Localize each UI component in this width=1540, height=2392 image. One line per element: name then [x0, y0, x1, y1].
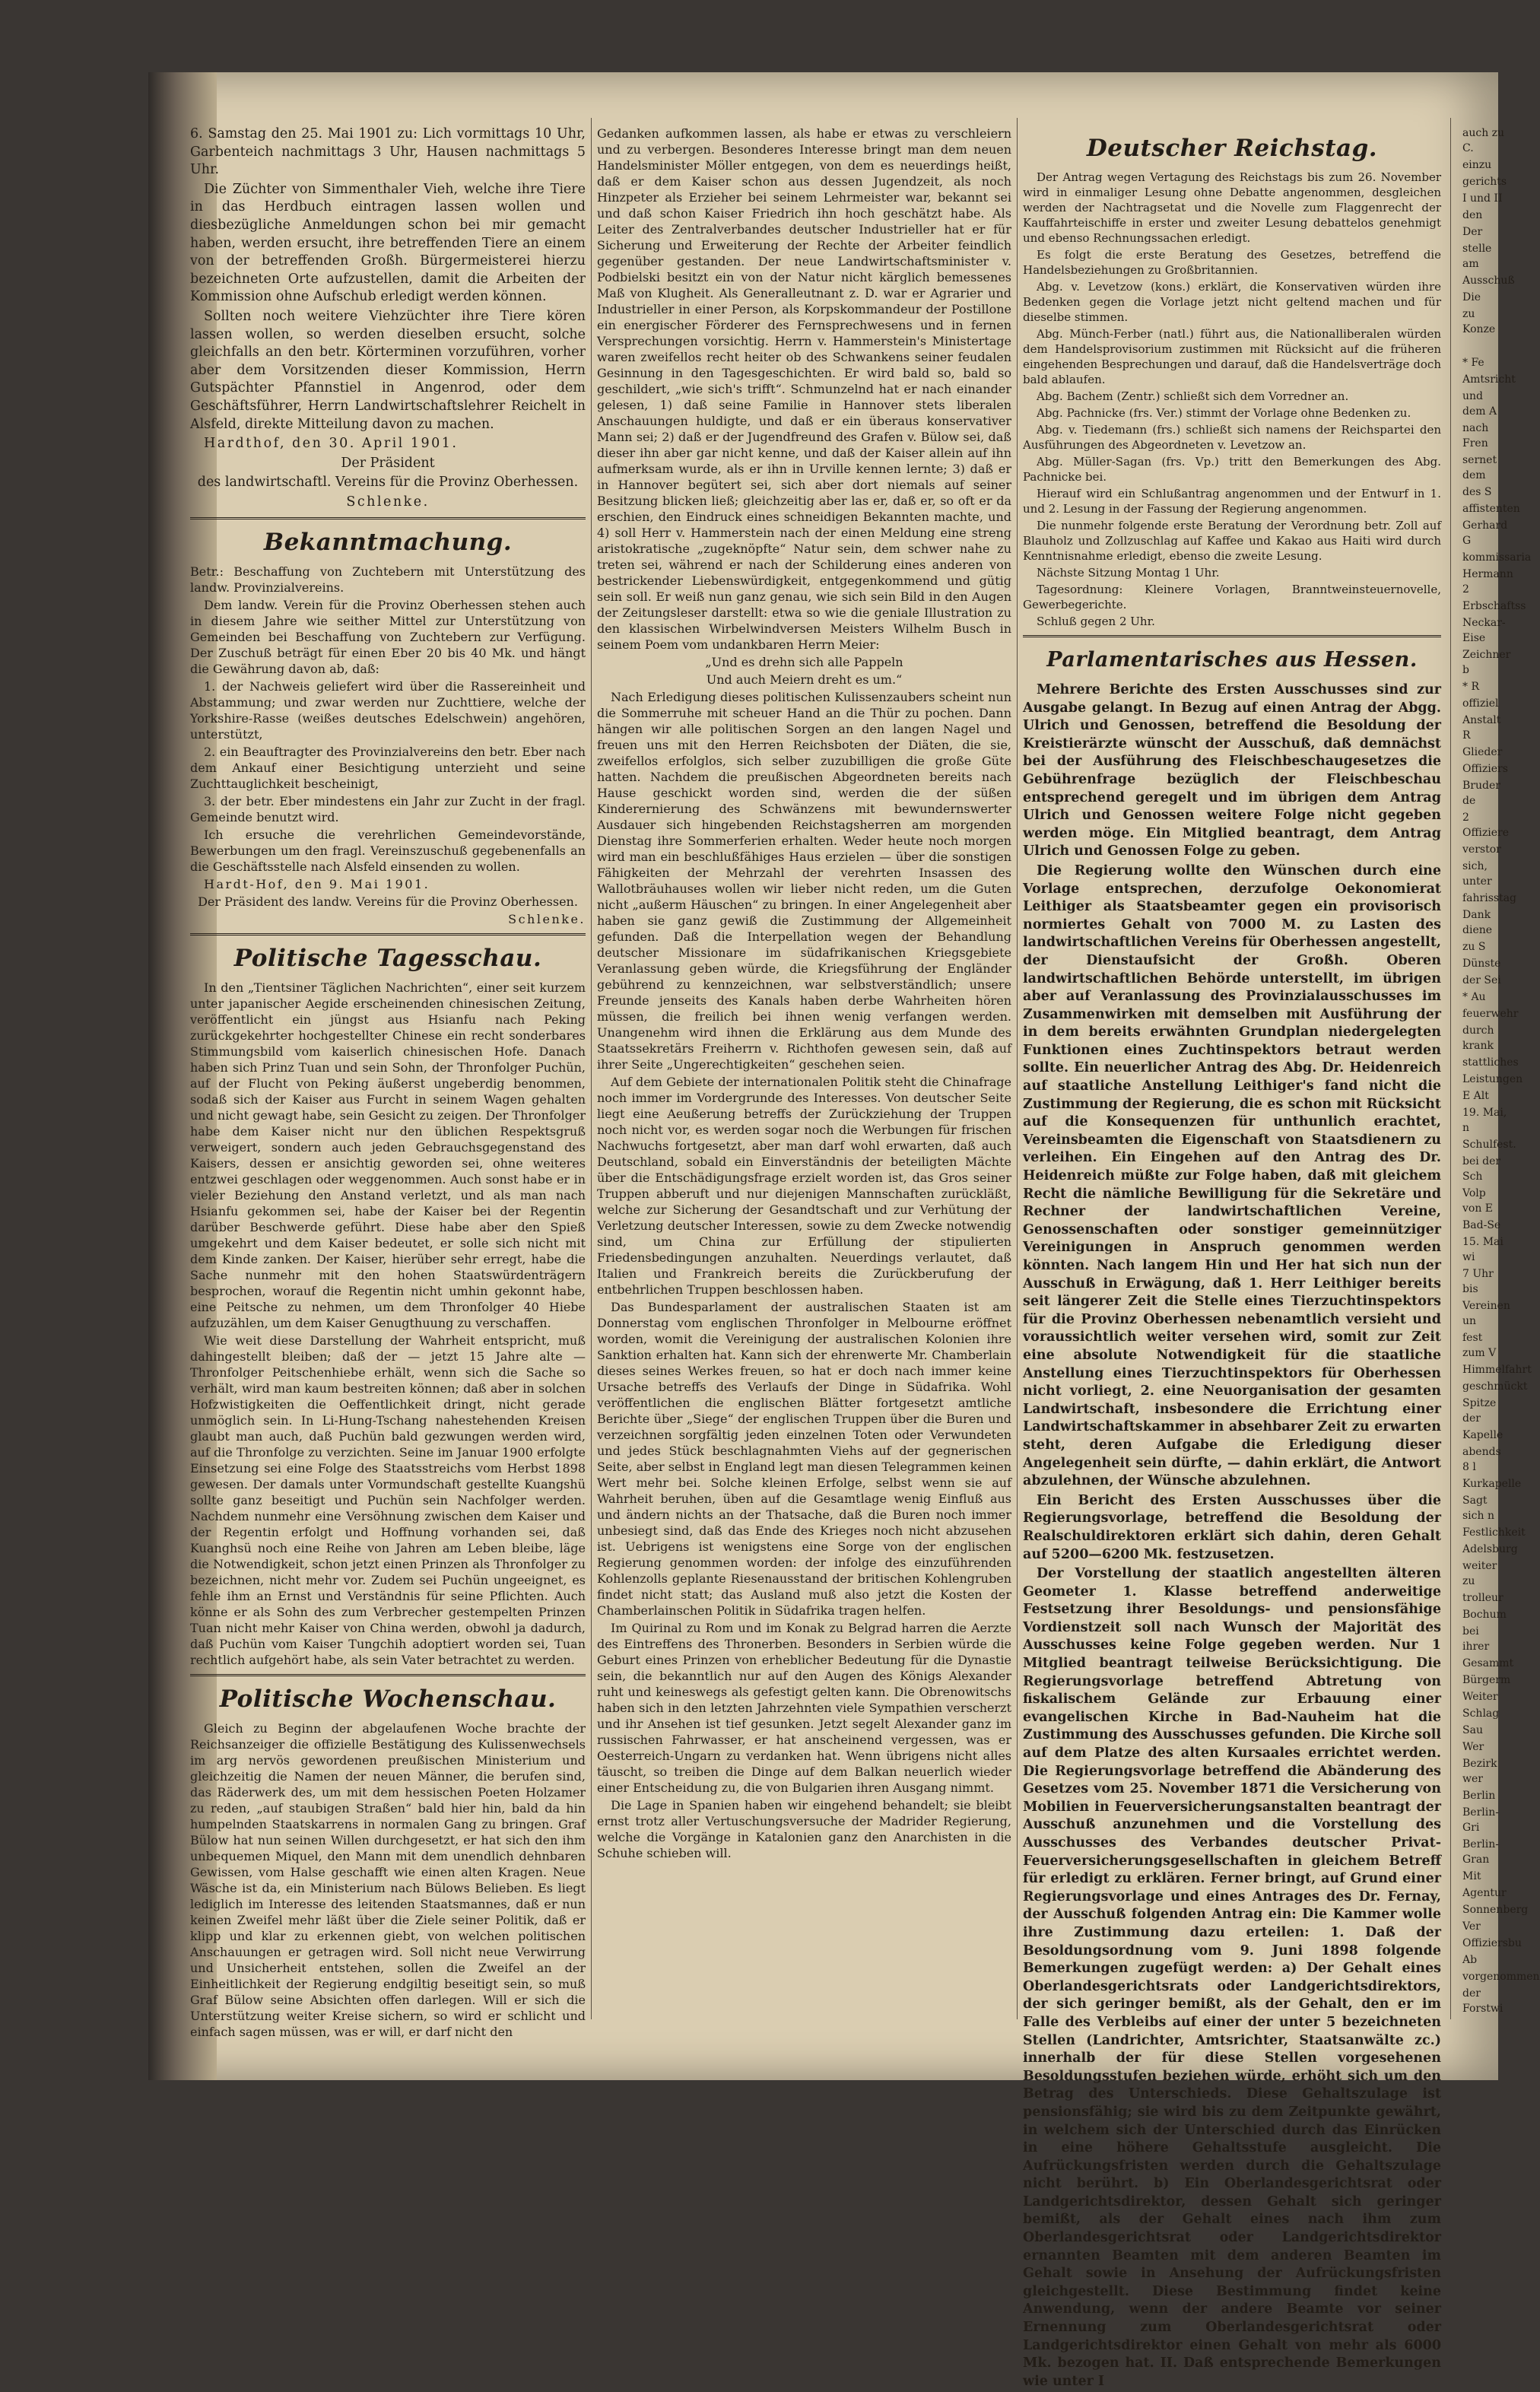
- reichstag-paragraph: Nächste Sitzung Montag 1 Uhr.: [1037, 566, 1220, 580]
- edge-line: Bochum: [1462, 1609, 1507, 1621]
- edge-line: geschmückt: [1462, 1380, 1528, 1393]
- edge-line: auch zu C.: [1462, 127, 1505, 154]
- col2-paragraph-5: Im Quirinal zu Rom und im Konak zu Belgrad harren die Aerzte des Eintreffens des Thronerben. Besonders in Serbien würde die Geburt eines Prinzen von erheblicher Bedeutung für die Dynastie sein, die bekanntlich nur auf den Augen des Königs Alexander ruht und keineswegs als gefestigt gelten kann. Die Obrenowitschs haben sich in den letzten Jahrzehnten viele Sympathien verscherzt und ihr Ansehen ist tief gesunken. Jetzt segelt Alexander ganz im russischen Fahrwasser, er hat anscheinend vergessen, was er Oesterreich-Ungarn zu verdanken hat. Wenn übrigens nicht alles täuscht, so treiben die Dinge auf dem Balkan neuerlich wieder einer Entscheidung zu, die von Bulgarien ihren Ausgang nimmt.: [597, 1621, 1011, 1795]
- edge-line: I und II: [1462, 192, 1503, 205]
- notice-list-item-1: 1. der Nachweis geliefert wird über die Rassereinheit und Abstammung; und zwar werden nur Zuchttiere, welche der Yorkshire-Rasse (weißes deutsches Edelschwein) angehören, unterstützt,: [190, 679, 586, 742]
- edge-line: Ver: [1462, 1920, 1481, 1933]
- column-rule: [1450, 118, 1451, 2019]
- edge-line: bei der Sch: [1462, 1155, 1501, 1183]
- edge-line: Offiziersbu: [1462, 1937, 1522, 1949]
- edge-line: Adelsburg: [1462, 1543, 1518, 1555]
- edge-line: Zeichner b: [1462, 649, 1511, 676]
- edge-line: Ab: [1462, 1954, 1478, 1966]
- edge-line: Bürgerm: [1462, 1674, 1511, 1686]
- col2-paragraph-2: Nach Erledigung dieses politischen Kulissenzaubers scheint nun die Sommerruhe mit scheuer Hand an die Thür zu pochen. Dann hängen wir alle politischen Sorgen an den langen Nagel und freuen uns mit den Herren Reichsboten der Diäten, die sie, zweifellos erfolglos, sich selber zuzubilligen die große Güte hatten. Nachdem die preußischen Abgeordneten bereits nach Hause geschickt worden sind, werden die der süßen Kinderernierung des Schwänzens mit bewundernswerter Ausdauer sich hingebenden Reichstagsherren am morgenden Dienstag ihre Sommerferien erhalten. Weder heute noch morgen wird man ein beschlußfähiges Haus erzielen — über die sonstigen Fähigkeiten der Mehrzahl der verehrten Insassen des Wallotbräuhauses wollen wir lieber nicht reden, um die Guten nicht „außerm Häuschen“ zu bringen. In einer Angelegenheit aber haben sie ganz gewiß die Zustimmung der Allgemeinheit gefunden. Daß die Interpellation wegen der Behandlung deutscher Missionare im südafrikanischen Kriegsgebiete Veranlassung geben würde, die Kriegsführung der Engländer gebührend zu kennzeichnen, war selbstverständlich; unsere Freunde jenseits des Kanals haben derbe Wahrheiten hören müssen, die freilich bei ihnen wenig verfangen werden. Unangenehm wird ihnen die Erklärung aus dem Munde des Staatssekretärs Freiherrn v. Richthofen gewesen sein, daß auf ihrer Seite „Ungerechtigkeiten“ geschehen seien.: [597, 690, 1011, 1072]
- col2-paragraph-1: Gedanken aufkommen lassen, als habe er etwas zu verschleiern und zu verbergen. Besonderes Interesse bringt man dem neuen Handelsminister Möller entgegen, von dem es neuerdings heißt, daß er dem Kaiser schon aus dessen Jugendzeit, als noch Hinzpeter als Erzieher bei seinem Lehrmeister war, bekannt sei und daß schon Kaiser Friedrich ihn hoch geschätzt habe. Als Leiter des Zentralverbandes deutscher Industrieller hat er für Sicherung und Erweiterung der Rechte der Arbeiter feindlich gegenüber gestanden. Der neue Landwirtschaftsminister v. Podbielski besitzt ein von der Natur nicht kärglich bemessenes Maß von Klugheit. Als Generalleutnant z. D. war er Agrarier und Industrieller in einer Person, als Korpskommandeur der Postillone ein energischer Förderer des Fernsprechwesens und in fernen Versprechungen vorsichtig. Herrn v. Hammerstein's Ministertage waren zweifellos recht heiter ob des Schwankens seiner feudalen Gesinnung in den Tagesgeschichten. Er wird bald so, bald so geschildert, „wie sich's trifft“. Schmunzelnd hat er nach einander gelesen, 1) daß seine Familie in Hannover stets liberalen Anschauungen huldigte, und daß er ein überaus konservativer Mann sei; 2) daß er der Jugendfreund des Grafen v. Bülow sei, daß dieser ihn aber gar nicht kenne, und daß der Kaiser allein auf ihn aufmerksam wurde, als er ihn in Urville kennen lernte; 3) daß er in Hannover begütert sei, sich aber dort niemals auf seiner Besitzung blicken ließ; gleichzeitig aber las er, daß er, so oft er da erschien, den Eindruck eines schneidigen Bekannten machte, und 4) soll Herr v. Hammerstein nach der einen Meldung eine streng aristokratische „zugeknöpfte“ Natur sein, dem schwer nahe zu treten sei, während er nach der Schilderung eines anderen von bestrickender Liebenswürdigkeit, entgegenkommend und gütig sein soll. Er weiß nun ganz genau, wie sich sein Bild in den Augen der Zeitungsleser darstellt: etwa so wie die geniale Illustration zu den klassischen Wirbelwindversen Meisters Wilhelm Busch in seinem Poem vom undankbaren Herrn Meier:: [597, 126, 1011, 652]
- edge-line: offiziel: [1462, 697, 1499, 710]
- heading-reichstag: Deutscher Reichstag.: [1086, 135, 1378, 162]
- verse-line-1: „Und es drehn sich alle Pappeln: [705, 655, 903, 669]
- newspaper-page: [148, 72, 1540, 2389]
- edge-line: Vereinen un: [1462, 1300, 1510, 1327]
- subject-line: Betr.: Beschaffung von Zuchtebern mit Unterstützung des landw. Provinzialvereins.: [190, 564, 586, 596]
- heading-wochenschau: Politische Wochenschau.: [219, 1685, 557, 1714]
- edge-line: Kapelle: [1462, 1429, 1503, 1441]
- edge-line: affistenten: [1462, 503, 1520, 515]
- edge-line: fahrisstag: [1462, 892, 1517, 904]
- edge-line: Sonnenberg: [1462, 1904, 1529, 1916]
- reichstag-paragraph: Abg. v. Tiedemann (frs.) schließt sich namens der Reichspartei den Ausführungen des Abgeordneten v. Levetzow an.: [1023, 423, 1441, 452]
- notice-list-item-3: 3. der betr. Eber mindestens ein Jahr zur Zucht in der fragl. Gemeinde benutzt wird.: [190, 794, 586, 825]
- edge-line: 2 Offiziere: [1462, 812, 1510, 839]
- notice-paragraph-2: Ich ersuche die verehrlichen Gemeindevorstände, Bewerbungen um den fragl. Vereinszuschuß gegebenenfalls an die Geschäftsstelle nach Alsfeld einsenden zu wollen.: [190, 828, 586, 875]
- edge-line: Gerhard G: [1462, 519, 1508, 547]
- edge-line: Sau: [1462, 1724, 1483, 1736]
- edge-line: Leistungen: [1462, 1073, 1523, 1085]
- signature-org: des landwirtschaftl. Vereins für die Provinz Oberhessen.: [197, 475, 579, 491]
- edge-line: stelle am: [1462, 243, 1492, 270]
- notice-signature-name: Schlenke.: [508, 912, 586, 927]
- edge-line: Anstalt R: [1462, 714, 1501, 742]
- edge-line: sernet dem: [1462, 454, 1497, 481]
- edge-line: vorgenommen: [1462, 1971, 1540, 1983]
- edge-line: Berlin-Gri: [1462, 1806, 1499, 1834]
- reichstag-paragraph: Der Antrag wegen Vertagung des Reichstags bis zum 26. November wird in einmaliger Lesung ohne Debatte angenommen, desgleichen werden der Nachtragsetat und die Novelle zum Flaggenrecht der Kauffahrteischiffe in erster und zweiter Lesung debattelos genehmigt und ebenso Rechnungssachen erledigt.: [1023, 170, 1441, 245]
- edge-line: Bad-Se: [1462, 1219, 1501, 1231]
- edge-line: Der: [1462, 226, 1483, 238]
- column-rule: [591, 118, 592, 2019]
- edge-line: 15. Mai wi: [1462, 1236, 1503, 1263]
- edge-line: Neckar-Eise: [1462, 617, 1506, 644]
- edge-line: kommissaria: [1462, 551, 1532, 564]
- schedule-item-6: 6. Samstag den 25. Mai 1901 zu: Lich vormittags 10 Uhr, Garbenteich nachmittags 3 Uhr, Hausen nachmittags 5 Uhr.: [190, 126, 586, 178]
- edge-line: Dünste: [1462, 958, 1501, 970]
- edge-line: zu Konze: [1462, 308, 1496, 335]
- edge-line: Berlin-Gran: [1462, 1838, 1499, 1866]
- divider: [190, 1674, 586, 1676]
- edge-line: Festlichkeit: [1462, 1526, 1526, 1539]
- hessen-paragraph-4: Der Vorstellung der staatlich angestellten älteren Geometer 1. Klasse betreffend anderweitige Festsetzung ihrer Besoldungs- und pensionsfähige Vordienstzeit soll nach Wunsch der Majorität des Ausschusses keine Folge gegeben werden. Nur 1 Mitglied beantragt teilweise Berücksichtigung. Die Regierungsvorlage betreffend Abtretung von fiskalischem Gelände zur Erbauung einer evangelischen Kirche in Bad-Nauheim hat die Zustimmung des Ausschusses gefunden. Die Kirche soll auf dem Platze des alten Kursaales errichtet werden. Die Regierungsvorlage betreffend die Abänderung des Gesetzes vom 25. November 1871 die Versicherung von Mobilien in Feuerversicherungsanstalten beantragt der Ausschuß anzunehmen und die Vorstellung des Ausschusses des Verbandes deutscher Privat-Feuerversicherungsgesellschaften in gleichem Betreff für erledigt zu erklären. Ferner bringt, auf Grund einer Regierungsvorlage und eines Antrages des Dr. Fernay, der Ausschuß folgenden Antrag ein: Die Kammer wolle ihre Zustimmung dazu erteilen: 1. Daß der Besoldungsordnung vom 9. Juni 1898 folgende Bemerkungen zugefügt werden: a) Der Gehalt eines Oberlandesgerichtsrats oder Landgerichtsdirektors, der sich geringer bemißt, als der Gehalt, den er im Falle des Verbleibs auf einer der unter 5 bezeichneten Stellen (Landrichter, Amtsrichter, Staatsanwälte zc.) innerhalb der für diese Stellen vorgesehenen Besoldungsstufen beziehen würde, erhöht sich um den Betrag des Unterschieds. Diese Gehaltszulage ist pensionsfähig; sie wird bis zu dem Zeitpunkte gewährt, in welchem sich der Unterschied durch das Einrücken in eine höhere Gehaltsstufe ausgleicht. Die Aufrückungsfristen werden durch die Gehaltszulage nicht berührt. b) Ein Oberlandesgerichtsrat oder Landgerichtsdirektor, dessen Gehalt sich geringer bemißt, als der Gehalt eines nach ihm zum Oberlandesgerichtsrat oder Landgerichtsdirektor ernannten Beamten mit dem anderen Beamten im Gehalt sowie in Ansehung der Aufrückungsfristen gleichgestellt. Diese Bestimmung findet keine Anwendung, wenn der andere Beamte vor seiner Ernennung zum Oberlandesgerichtsrat oder Landgerichtsdirektor einen Gehalt von mehr als 6000 Mk. bezogen hat. II. Daß entsprechende Bemerkungen wie unter I: [1023, 1566, 1441, 2389]
- hessen-paragraph-1: Mehrere Berichte des Ersten Ausschusses sind zur Ausgabe gelangt. In Bezug auf einen Antrag der Abgg. Ulrich und Genossen, betreffend die Besoldung der Kreistierärzte wünscht der Ausschuß, daß demnächst bei der Ausführung des Fleischbeschaugesetzes die Gebührenfrage bezüglich der Fleischbeschau entsprechend geregelt und im übrigen dem Antrag Ulrich und Genossen weitere Folge nicht gegeben werden möge. Ein Mitglied beantragt, dem Antrag Ulrich und Genossen Folge zu geben.: [1023, 682, 1441, 859]
- edge-line: zu S: [1462, 941, 1486, 953]
- edge-line: verstor: [1462, 843, 1501, 856]
- edge-line: des S: [1462, 486, 1492, 498]
- edge-line: * Fe: [1462, 357, 1484, 369]
- reichstag-paragraph: Die nunmehr folgende erste Beratung der Verordnung betr. Zoll auf Blauholz und Zollzuschlag auf Kaffee und Kakao aus Haiti wird durch Kenntnisnahme erledigt, ebenso die zweite Lesung.: [1023, 519, 1441, 563]
- col2-paragraph-4: Das Bundesparlament der australischen Staaten ist am Donnerstag vom englischen Thronfolger in Melbourne eröffnet worden, womit die Vereinigung der australischen Kolonien ihre Sanktion erhalten hat. Kann sich der ehrenwerte Mr. Chamberlain dieses seines Werkes freuen, so hat er doch nach immer keine Ursache betreffs des Verlaufs der Dinge in Südafrika. Wohl veröffentlichen die englischen Blätter fortgesetzt amtliche Berichte über „Siege“ der englischen Truppen über die Buren und verzeichnen sorgfältig jeden einzelnen Toten oder Verwundeten und jedes Stück beschlagnahmten Viehs auf der gegnerischen Seite, aber selbst in England legt man diesen Telegrammen keinen Wert mehr bei. Solche kleinen Erfolge, selbst wenn sie auf Wahrheit beruhen, üben auf die Gesamtlage wenig Einfluß aus und ändern nichts an der Thatsache, daß die Buren noch immer unbesiegt sind, daß das Ende des Krieges noch nicht abzusehen ist. Uebrigens ist wenigstens eine Sorge von der englischen Regierung genommen worden: der infolge des einzuführenden Kohlenzolls geplante Riesenausstand der britischen Kohlengruben findet nicht statt; das Ausland muß also jetzt die Kosten der Chamberlainschen Politik in Südafrika tragen helfen.: [597, 1300, 1011, 1618]
- edge-line: Kurkapelle: [1462, 1478, 1522, 1490]
- notice-paragraph-1: Dem landw. Verein für die Provinz Oberhessen stehen auch in diesem Jahre wie seither Mittel zur Unterstützung von Gemeinden bei Beschaffung von Zuchtebern zur Verfügung. Der Zuschuß beträgt für einen Eber 20 bis 40 Mk. und hängt die Gewährung davon ab, daß:: [190, 598, 586, 677]
- edge-line: Bezirk wer: [1462, 1758, 1497, 1785]
- edge-line: Berlin: [1462, 1790, 1496, 1802]
- edge-line: feuerwehr: [1462, 1008, 1519, 1020]
- column-2: [597, 125, 1011, 1863]
- reichstag-paragraph: Hierauf wird ein Schlußantrag angenommen und der Entwurf in 1. und 2. Lesung in der Fassung der Regierung angenommen.: [1023, 487, 1441, 516]
- edge-line: Schulfest.: [1462, 1139, 1516, 1151]
- column-3: [1023, 125, 1441, 2392]
- edge-line: abends 8 l: [1462, 1446, 1501, 1473]
- reichstag-paragraph: Es folgt die erste Beratung des Gesetzes, betreffend die Handelsbeziehungen zu Großbritannien.: [1023, 248, 1441, 277]
- edge-line: fest zum V: [1462, 1332, 1497, 1359]
- edge-line: der Forstwi: [1462, 1987, 1503, 2015]
- edge-line: 19. Mai, n: [1462, 1107, 1507, 1134]
- reichstag-paragraph: Abg. Bachem (Zentr.) schließt sich dem Vorredner an.: [1037, 389, 1349, 403]
- edge-line: E Alt: [1462, 1090, 1489, 1102]
- edge-line: Himmelfahrt: [1462, 1364, 1532, 1376]
- column-4-cropped: [1462, 125, 1540, 2018]
- edge-line: Wer: [1462, 1741, 1484, 1753]
- edge-line: * Au: [1462, 991, 1486, 1003]
- edge-line: Agentur: [1462, 1887, 1507, 1899]
- reichstag-paragraph: Abg. Müller-Sagan (frs. Vp.) tritt den Bemerkungen des Abg. Pachnicke bei.: [1023, 455, 1441, 484]
- col2-paragraph-6: Die Lage in Spanien haben wir eingehend behandelt; sie bleibt ernst trotz aller Vertuschungsversuche der Madrider Regierung, welche die Vorgänge in Katalonien ganz den Anarchisten in die Schuhe schieben will.: [597, 1798, 1011, 1860]
- column-rule: [1017, 118, 1018, 2019]
- edge-line: Schlag: [1462, 1707, 1500, 1720]
- edge-line: sich, unter: [1462, 860, 1492, 888]
- edge-line: einzu: [1462, 159, 1492, 171]
- edge-line: nach Fren: [1462, 422, 1489, 449]
- col1-paragraph-1: Die Züchter von Simmenthaler Vieh, welche ihre Tiere in das Herdbuch eintragen lassen wollen und diesbezügliche Anmeldungen schon bei mir gemacht haben, werden ersucht, ihre betreffenden Tiere an einem von der betreffenden Großh. Bürgermeisterei hierzu bezeichneten Orte aufzustellen, damit die Arbeiten der Kommission ohne Aufschub erledigt werden können.: [190, 181, 586, 305]
- edge-line: Spitze der: [1462, 1397, 1497, 1425]
- edge-line: Mit: [1462, 1870, 1481, 1882]
- reichstag-paragraph: Tagesordnung: Kleinere Vorlagen, Branntweinsteuernovelle, Gewerbegerichte.: [1023, 583, 1441, 612]
- hessen-paragraph-3: Ein Bericht des Ersten Ausschusses über die Regierungsvorlage, betreffend die Besoldung der Realschuldirektoren erklärt sich dahin, deren Gehalt auf 5200—6200 Mk. festzusetzen.: [1023, 1492, 1441, 1562]
- edge-line: Volp von E: [1462, 1187, 1494, 1215]
- verse-line-2: Und auch Meiern dreht es um.“: [706, 672, 903, 687]
- heading-bekanntmachung: Bekanntmachung.: [263, 529, 513, 557]
- divider: [190, 517, 586, 519]
- edge-line: bei ihrer: [1462, 1625, 1490, 1653]
- edge-line: den: [1462, 209, 1483, 221]
- reichstag-paragraph: Abg. Pachnicke (frs. Ver.) stimmt der Vorlage ohne Bedenken zu.: [1037, 406, 1411, 420]
- edge-line: der Sei: [1462, 974, 1501, 986]
- edge-line: stattliches: [1462, 1056, 1519, 1069]
- edge-line: Offiziers: [1462, 763, 1508, 775]
- edge-line: 7 Uhr bis: [1462, 1268, 1494, 1295]
- edge-line: trolleur: [1462, 1592, 1503, 1604]
- edge-line: Bruder de: [1462, 780, 1500, 807]
- hessen-paragraph-2: Die Regierung wollte den Wünschen durch eine Vorlage entsprechen, derzufolge Oekonomierat Leithiger als Staatsbeamter gegen ein provisorisch normiertes Gehalt von 7000 M. zu Lasten des landwirtschaftlichen Vereins für Oberhessen angestellt, der Dienstaufsicht der Großh. Oberen landwirtschaftlichen Behörde unterstellt, im übrigen aber auf Veranlassung des Provinzialausschusses im Zusammenwirken mit demselben mit Ausführung der in dem bereits erwähnten Grundplan niedergelegten Funktionen eines Zuchtinspektors betraut werden sollte. Ein neuerlicher Antrag des Abg. Dr. Heidenreich auf staatliche Anstellung Leithiger's fand nicht die Zustimmung der Regierung, die es schon mit Rücksicht auf die Konsequenzen für unthunlich erachtet, Vereinsbeamten die Eigenschaft von Staatsdienern zu verleihen. Ein Eingehen auf den Antrag des Dr. Heidenreich müßte zur Folge haben, daß mit gleichem Recht die nämliche Bewilligung für die Sekretäre und Rechner der landwirtschaftlichen Vereine, Genossenschaften oder sonstiger gemeinnütziger Vereinigungen in Anspruch genommen werden könnten. Nach langem Hin und Her hat sich nun der Ausschuß in Erwägung, daß 1. Herr Leithiger bereits seit längerer Zeit die Stelle eines Tierzuchtinspektors für die Provinz Oberhessen nebenamtlich versieht und voraussichtlich weiter versehen wird, somit zur Zeit eine absolute Notwendigkeit für die staatliche Anstellung eines Tierzuchtinspektors für Oberhessen nicht vorliegt, 2. eine Neuorganisation der gesamten Landwirtschaft, insbesondere die Errichtung einer Landwirtschaftskammer in absehbarer Zeit zu erwarten steht, deren Aufgabe die Erledigung dieser Angelegenheit sein dürfte, — dahin erklärt, die Antwort abzulehnen, der Wünsche abzulehnen.: [1023, 862, 1441, 1489]
- tagesschau-paragraph-1: In den „Tientsiner Täglichen Nachrichten“, einer seit kurzem unter japanischer Aegide erscheinenden chinesischen Zeitung, veröffentlicht ein jüngst aus Hsianfu nach Peking zurückgekehrter hochgestellter Chinese ein recht sonderbares Stimmungsbild vom kaiserlich chinesischen Hofe. Danach haben sich Prinz Tuan und sein Sohn, der Thronfolger Puchün, auf der Flucht von Peking äußerst ungeberdig benommen, sodaß sich der Kaiser aus Furcht in seinem Wagen gehalten und nicht gewagt habe, sein Gesicht zu zeigen. Der Thronfolger habe dem Kaiser nicht nur den üblichen Respektsgruß verweigert, sondern auch jeden Gebrauchsgegenstand des Kaisers, dessen er ansichtig geworden sei, ohne weiteres entzwei geschlagen oder weggenommen. Auch sonst habe er in vieler Beziehung den Anstand verletzt, und als man nach Hsianfu gekommen sei, habe der Kaiser bei der Regentin darüber Beschwerde geführt. Diese habe aber den Spieß umgekehrt und dem Kaiser bedeutet, er solle sich nicht mit dem Kinde zanken. Der Kaiser, hierüber sehr erregt, habe die Sache nunmehr mit den hohen Staatswürdenträgern besprochen, worauf die Regentin nicht umhin gekonnt habe, eine Peitsche zu nehmen, um dem Thronfolger 40 Hiebe aufzuzählen, um dem Kaiser Genugthuung zu verschaffen.: [190, 980, 586, 1331]
- edge-line: Die: [1462, 291, 1481, 303]
- edge-line: Amtsricht: [1462, 373, 1516, 386]
- col1-paragraph-2: Sollten noch weitere Viehzüchter ihre Tiere kören lassen wollen, so werden dieselben ersucht, solche gleichfalls an den betr. Körterminen vorzuführen, vorher aber dem Vorsitzenden dieser Kommission, Herrn Gutspächter Pfannstiel in Angenrod, oder dem Geschäftsführer, Herrn Landwirtschaftslehrer Reichelt in Alsfeld, direkte Mitteilung davon zu machen.: [190, 308, 586, 432]
- edge-line: weiter zu: [1462, 1560, 1497, 1587]
- edge-line: Dank diene: [1462, 909, 1493, 936]
- notice-dateline: Hardt-Hof, den 9. Mai 1901.: [204, 877, 430, 892]
- signature-title: Der Präsident: [341, 455, 435, 471]
- notice-signature-org: Der Präsident des landw. Vereins für die Provinz Oberhessen.: [198, 894, 578, 910]
- reichstag-paragraph: Schluß gegen 2 Uhr.: [1037, 615, 1155, 628]
- tagesschau-paragraph-2: Wie weit diese Darstellung der Wahrheit entspricht, muß dahingestellt bleiben; daß der — jetzt 15 Jahre alte — Thronfolger Peitschenhiebe erhält, wenn sich die Sache so verhält, wird man kaum bestreiten können; daß aber in solchen Hofzwistigkeiten die Oeffentlichkeit dringt, nicht gerade unmöglich sein. In Li-Hung-Tschang nahestehenden Kreisen glaubt man auch, daß Puchün bald gezwungen werden wird, auf die Thronfolge zu verzichten. Seine im Januar 1900 erfolgte Einsetzung sei eine Folge des Staatsstreichs vom Herbst 1898 gewesen. Der damals unter Vormundschaft gestellte Kuangshü sollte ganz beseitigt und Puchün sein Nachfolger werden. Nachdem nunmehr eine Versöhnung zwischen dem Kaiser und der Regentin erfolgt und Hoffnung vorhanden sei, daß Kuanghsü noch eine Reihe von Jahren am Leben bleibe, läge die Notwendigkeit, schon jetzt einen Prinzen als Thronfolger zu bezeichnen, nicht mehr vor. Zudem sei Puchün ungeeignet, es fehle ihm an Ernst und Verständnis für seine Pflichten. Auch könne er als Sohn des zum Verbrecher gestempelten Prinzen Tuan nicht mehr Kaiser von China werden, obwohl ja dadurch, daß Puchün vom Kaiser Tungchih adoptiert worden sei, Tuan rechtlich aufgehört habe, als sein Vater betrachtet zu werden.: [190, 1333, 586, 1668]
- column-1: [190, 125, 586, 2041]
- dateline: Hardthof, den 30. April 1901.: [204, 436, 459, 452]
- edge-line: und dem A: [1462, 390, 1497, 418]
- divider: [1023, 635, 1441, 637]
- edge-line: Hermann 2: [1462, 568, 1513, 596]
- edge-line: gerichts: [1462, 176, 1507, 188]
- signature-name: Schlenke.: [346, 494, 430, 510]
- divider: [190, 933, 586, 936]
- edge-line: Weiter: [1462, 1691, 1498, 1703]
- edge-line: Glieder: [1462, 746, 1503, 758]
- heading-tagesschau: Politische Tagesschau.: [233, 945, 542, 973]
- heading-parlamentarisches: Parlamentarisches aus Hessen.: [1046, 648, 1418, 672]
- notice-list-item-2: 2. ein Beauftragter des Provinzialvereins den betr. Eber nach dem Ankauf einer Besichtigung unterzieht und seine Zuchttauglichkeit bescheinigt,: [190, 745, 586, 792]
- edge-line: [1462, 338, 1508, 354]
- edge-line: Erbschaftss: [1462, 600, 1526, 612]
- col2-paragraph-3: Auf dem Gebiete der internationalen Politik steht die Chinafrage noch immer im Vordergrunde des Interesses. Von deutscher Seite liegt eine Aeußerung betreffs der Zurückziehung der Truppen noch nicht vor, es werden sogar noch die Werbungen für frischen Nachwuchs fortgesetzt, aber man darf wohl erwarten, daß auch Deutschland, sobald ein Einverständnis der beteiligten Mächte über die Entschädigungsfrage erzielt worden ist, das Gros seiner Truppen abberuft und nur diejenigen Mannschaften zurückläßt, welche zur Sicherung der Gesandtschaft und zur Verhütung der Verletzung deutscher Interessen, sowie zu dem Zwecke notwendig sind, um China zur Erfüllung der stipulierten Friedensbedingungen anzuhalten. Neuerdings verlautet, daß Italien und Frankreich bereits die Zurückberufung der entbehrlichen Truppen beschlossen haben.: [597, 1075, 1011, 1297]
- wochenschau-paragraph-1: Gleich zu Beginn der abgelaufenen Woche brachte der Reichsanzeiger die offizielle Bestätigung des Kulissenwechsels im arg nervös gewordenen preußischen Ministerium und gleichzeitig die Namen der neuen Männer, die berufen sind, das Räderwerk des, um mit dem hessischen Poeten Holzamer zu reden, „auf staubigen Straßen“ bald hier hin, bald da hin humpelnden Staatskarrens in normalen Gang zu bringen. Graf Bülow hat nun seinen Willen durchgesetzt, er hat sich den ihm unbequemen Miquel, den Mann mit dem unendlich dehnbaren Gewissen, vom Halse geschafft wie einen alten Kragen. Neue Wäsche ist da, ein Ministerium nach Bülows Belieben. Es liegt lediglich im Interesse des leitenden Staatsmannes, daß er nun keinen Zweifel mehr läßt über die Ziele seiner Politik, daß er klipp und klar zu erkennen giebt, von welchen politischen Anschauungen er getragen wird. Soll nicht neue Verwirrung und Unsicherheit entstehen, sollen die Zweifel an der Einheitlichkeit der Regierung endgiltig beseitigt sein, so muß Graf Bülow seine Absichten offen darlegen. Will er sich die Unterstützung weiter Kreise sichern, so wird er schlicht und einfach sagen müssen, was er will, er darf nicht den: [190, 1721, 586, 2040]
- edge-line: Sagt sich n: [1462, 1495, 1494, 1522]
- reichstag-paragraph: Abg. v. Levetzow (kons.) erklärt, die Konservativen würden ihre Bedenken gegen die Vorlage jetzt nicht geltend machen und für dieselbe stimmen.: [1023, 280, 1441, 324]
- edge-line: Ausschuß: [1462, 275, 1515, 287]
- edge-line: Gesammt: [1462, 1657, 1514, 1669]
- edge-line: * R: [1462, 681, 1479, 693]
- reichstag-report: [1023, 170, 1441, 629]
- edge-line: durch krank: [1462, 1024, 1494, 1052]
- reichstag-paragraph: Abg. Münch-Ferber (natl.) führt aus, die Nationalliberalen würden dem Handelsprovisorium zustimmen mit Rücksicht auf die früheren eingehenden Besprechungen und darauf, daß die Handelsverträge doch bald ablaufen.: [1023, 327, 1441, 386]
